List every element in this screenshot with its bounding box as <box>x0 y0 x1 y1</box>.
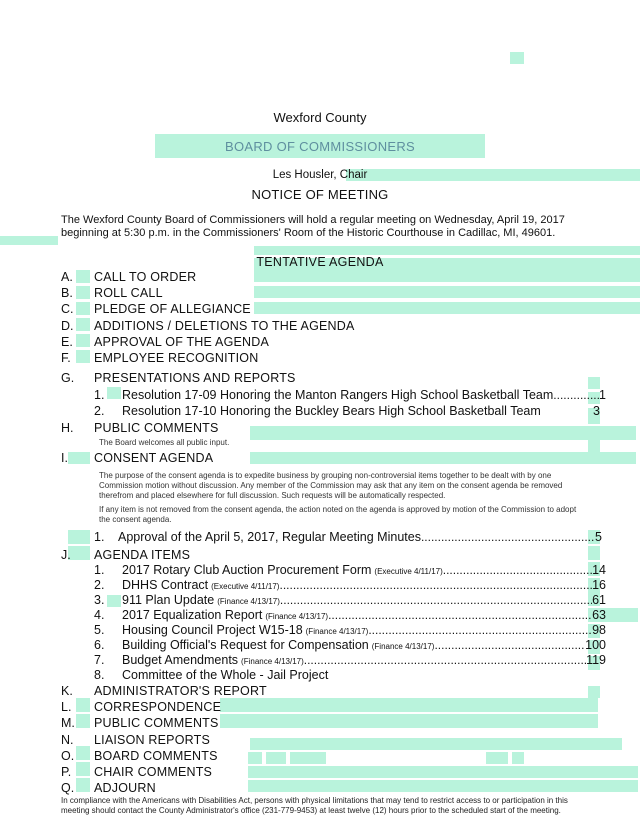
item-number: 6. <box>94 638 105 652</box>
agenda-letter: P. <box>61 765 72 779</box>
leader-dots <box>553 388 599 402</box>
agenda-letter: H. <box>61 421 74 435</box>
page-number: 63 <box>592 608 606 622</box>
agenda-title-text: ADDITIONS / DELETIONS TO THE AGENDA <box>94 319 355 333</box>
highlight-block <box>248 752 262 764</box>
county-name: Wexford County <box>273 110 367 125</box>
item-text: Resolution 17-10 Honoring the Buckley Bears High School Basketball Team <box>122 404 541 418</box>
item-number: 1. <box>94 563 105 577</box>
agenda-letter: K. <box>61 684 73 698</box>
agenda-letter: G. <box>61 371 75 385</box>
item-line <box>122 653 606 667</box>
page-number: 16 <box>592 578 606 592</box>
highlight-block <box>76 778 90 792</box>
agenda-title-text: CHAIR COMMENTS <box>94 765 213 779</box>
highlight-block <box>76 286 90 299</box>
leader-dots <box>443 563 592 577</box>
highlight-block <box>254 270 640 282</box>
agenda-title-text: LIAISON REPORTS <box>94 733 210 747</box>
highlight-block <box>76 318 90 331</box>
page-number: 98 <box>592 623 606 637</box>
leader-dots <box>368 623 592 637</box>
leader-dots <box>328 608 592 622</box>
item-line <box>122 563 606 577</box>
highlight-block <box>250 426 636 440</box>
agenda-letter: M. <box>61 716 75 730</box>
agenda-letter: E. <box>61 335 73 349</box>
highlight-block <box>76 302 90 315</box>
agenda-title-text: APPROVAL OF THE AGENDA <box>94 335 270 349</box>
item-text: Committee of the Whole - Jail Project <box>122 668 329 682</box>
highlight-block <box>254 246 640 255</box>
agenda-title: TENTATIVE AGENDA <box>256 255 384 269</box>
agenda-title-text: PUBLIC COMMENTS <box>94 421 219 435</box>
agenda-letter: F. <box>61 351 71 365</box>
item-number: 5. <box>94 623 105 637</box>
agenda-title-text: CALL TO ORDER <box>94 270 197 284</box>
page-number: 61 <box>592 593 606 607</box>
agenda-title-text: PRESENTATIONS AND REPORTS <box>94 371 296 385</box>
highlight-block <box>68 530 90 544</box>
item-number: 7. <box>94 653 105 667</box>
highlight-block <box>254 302 640 314</box>
consent-approval: If any item is not removed from the consent agenda, the action noted on the agenda is approved by motion of the Commission to adopt the consent agenda. <box>99 505 577 524</box>
consent-purpose: The purpose of the consent agenda is to expedite business by grouping non-controversial items together to be dealt with by one Commission motion without discussion. Any member of the Commission may ask that any item on the consent agenda be removed therefrom and placed elsewhere for full discussion. Such requests will be automatically respected. <box>99 471 563 500</box>
highlight-block <box>76 714 90 728</box>
leader-dots <box>280 593 592 607</box>
agenda-letter: D. <box>61 319 74 333</box>
highlight-block <box>486 752 508 764</box>
item-line <box>122 608 606 622</box>
highlight-block <box>290 752 326 764</box>
item-text: 2017 Rotary Club Auction Procurement Form <box>122 563 372 577</box>
item-committee: (Finance 4/13/17) <box>241 657 304 666</box>
item-committee: (Finance 4/13/17) <box>217 597 280 606</box>
agenda-letter: L. <box>61 700 72 714</box>
agenda-letter: N. <box>61 733 74 747</box>
item-line <box>122 388 606 402</box>
item-text: Budget Amendments <box>122 653 239 667</box>
item-number: 1. <box>94 530 105 544</box>
highlight-block <box>76 270 90 283</box>
item-line <box>122 638 606 652</box>
item-line <box>122 593 606 607</box>
agenda-title-text: ADJOURN <box>94 781 156 795</box>
chair-name: Les Housler, Chair <box>272 169 368 181</box>
highlight-block <box>76 698 90 712</box>
leader-dots <box>304 653 586 667</box>
highlight-block <box>588 546 600 560</box>
public-input-note: The Board welcomes all public input. <box>99 438 230 447</box>
agenda-title-text: EMPLOYEE RECOGNITION <box>94 351 259 365</box>
leader-dots <box>421 530 595 544</box>
highlight-block <box>248 766 638 778</box>
highlight-block <box>510 52 524 64</box>
agenda-title-text: CONSENT AGENDA <box>94 451 214 465</box>
agenda-letter: A. <box>61 270 73 284</box>
page-number: 100 <box>585 638 606 652</box>
item-number: 8. <box>94 668 105 682</box>
item-number: 4. <box>94 608 105 622</box>
page-number: 5 <box>595 530 602 544</box>
item-committee: (Executive 4/11/17) <box>374 567 443 576</box>
leader-dots <box>434 638 585 652</box>
item-line <box>118 530 602 544</box>
agenda-letter: B. <box>61 286 73 300</box>
agenda-letter: C. <box>61 302 74 316</box>
item-line <box>122 623 606 637</box>
page-number: 1 <box>599 388 606 402</box>
item-text: Building Official's Request for Compensation <box>122 638 369 652</box>
item-text: Resolution 17-09 Honoring the Manton Rangers High School Basketball Team <box>122 388 554 402</box>
agenda-letter: Q. <box>61 781 75 795</box>
highlight-block <box>220 714 598 728</box>
item-text: 911 Plan Update <box>122 593 215 607</box>
highlight-block <box>512 752 524 764</box>
meeting-intro: The Wexford County Board of Commissioners will hold a regular meeting on Wednesday, April 19, 2017 beginning at 5:30 p.m. in the Commissioners' Room of the Historic Courthouse in Cadillac, MI, 49601. <box>61 214 565 239</box>
item-committee: (Finance 4/13/17) <box>265 612 329 621</box>
agenda-letter: I. <box>61 451 68 465</box>
agenda-title-text: CORRESPONDENCE <box>94 700 222 714</box>
agenda-title-text: PUBLIC COMMENTS <box>94 716 219 730</box>
item-committee: (Executive 4/11/17) <box>211 582 280 591</box>
agenda-letter: O. <box>61 749 75 763</box>
highlight-block <box>76 334 90 347</box>
highlight-block <box>254 286 640 298</box>
agenda-title-text: ADMINISTRATOR'S REPORT <box>94 684 267 698</box>
agenda-title-text: ROLL CALL <box>94 286 163 300</box>
highlight-block <box>588 686 600 698</box>
highlight-block <box>266 752 286 764</box>
leader-dots <box>279 578 592 592</box>
item-text: 2017 Equalization Report <box>122 608 263 622</box>
item-number: 2. <box>94 578 105 592</box>
agenda-title-text: BOARD COMMENTS <box>94 749 218 763</box>
highlight-block <box>248 780 638 792</box>
item-line <box>122 404 606 418</box>
board-name: BOARD OF COMMISSIONERS <box>155 134 485 158</box>
item-text: DHHS Contract <box>122 578 209 592</box>
agenda-title-text: AGENDA ITEMS <box>94 548 191 562</box>
agenda-title-text: PLEDGE OF ALLEGIANCE <box>94 302 251 316</box>
item-line <box>122 578 606 592</box>
item-text: Approval of the April 5, 2017, Regular Meeting Minutes <box>118 530 421 544</box>
highlight-block <box>107 595 121 607</box>
highlight-block <box>250 452 636 464</box>
item-number: 2. <box>94 404 105 418</box>
highlight-block <box>250 738 622 750</box>
page-number: 119 <box>586 653 606 667</box>
highlight-block <box>68 452 90 464</box>
notice-title: NOTICE OF MEETING <box>251 187 389 202</box>
page-number: 3 <box>593 404 600 418</box>
highlight-block <box>107 387 121 399</box>
highlight-block <box>68 546 90 560</box>
highlight-block <box>76 350 90 363</box>
item-number: 1. <box>94 388 105 402</box>
highlight-block <box>220 698 598 712</box>
agenda-letter: J. <box>61 548 71 562</box>
item-committee: (Finance 4/13/17) <box>305 627 369 636</box>
highlight-block <box>76 746 90 760</box>
page-number: 14 <box>592 563 606 577</box>
item-number: 3. <box>94 593 105 607</box>
item-text: Housing Council Project W15-18 <box>122 623 303 637</box>
ada-compliance-notice: In compliance with the Americans with Disabilities Act, persons with physical limitations that may tend to restrict access to or participation in this meeting should contact the County Administrator's office (231-779-9453) at least twelve (12) hours prior to the scheduled start of the meeting. <box>61 796 568 815</box>
highlight-block <box>76 762 90 776</box>
highlight-block <box>0 236 58 245</box>
item-committee: (Finance 4/13/17) <box>371 642 435 651</box>
